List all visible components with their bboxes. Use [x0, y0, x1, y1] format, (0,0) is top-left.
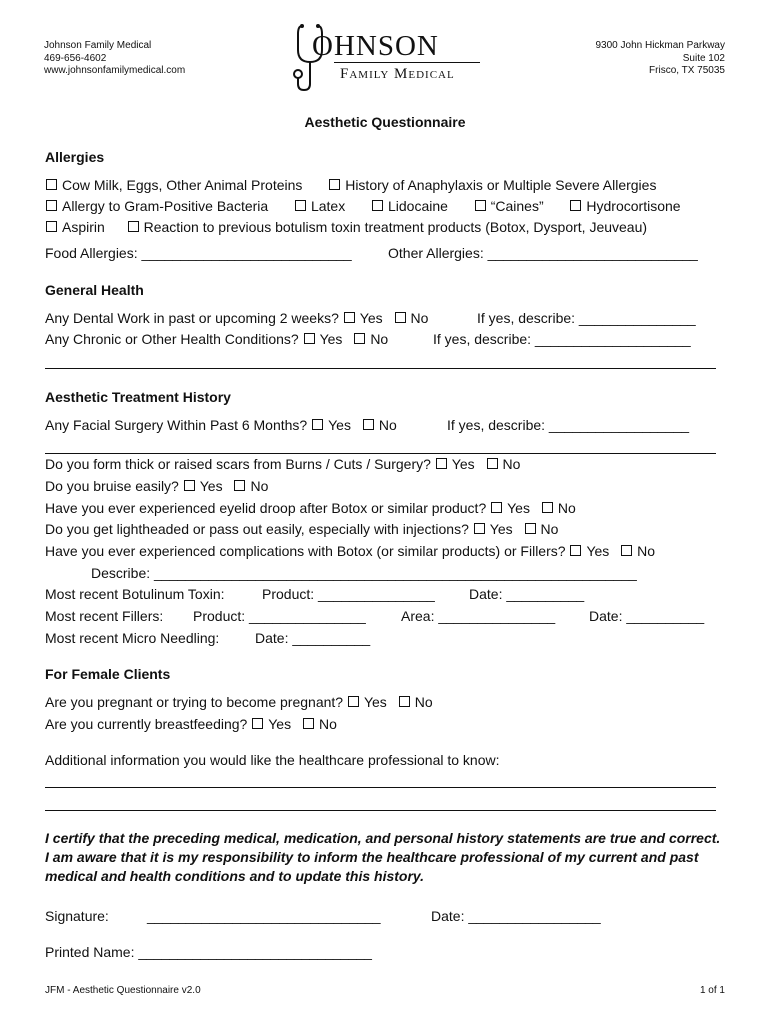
- clinic-phone: 469-656-4602: [44, 52, 107, 64]
- clinic-contact: [44, 40, 185, 78]
- checkbox-chronic-yes[interactable]: [304, 333, 315, 344]
- complications-question: [45, 543, 655, 559]
- fillers-product-field[interactable]: Product: _______________: [193, 608, 366, 624]
- dental-work-label: Any Dental Work in past or upcoming 2 weeks?: [45, 310, 339, 326]
- eyelid-label: Have you ever experienced eyelid droop after Botox or similar product?: [45, 500, 487, 516]
- label-latex: Latex: [310, 198, 346, 214]
- food-allergies-field[interactable]: Food Allergies: ___________________________: [45, 245, 352, 261]
- logo-wordmark: OHNSON: [312, 30, 439, 62]
- complications-no-label: No: [637, 543, 656, 559]
- lightheaded-question: [45, 521, 558, 537]
- allergies-row-2: [45, 198, 681, 214]
- checkbox-latex[interactable]: [295, 200, 306, 211]
- address-line3: Frisco, TX 75035: [649, 65, 725, 76]
- logo-subtitle: Family Medical: [340, 66, 455, 82]
- chronic-question: [45, 331, 388, 347]
- surgery-no-label: No: [378, 417, 397, 433]
- bruise-no-label: No: [250, 478, 269, 494]
- checkbox-scars-no[interactable]: [487, 458, 498, 469]
- label-caines: “Caines”: [490, 198, 544, 214]
- pregnant-question: [45, 694, 433, 710]
- other-allergies-field[interactable]: Other Allergies: ___________________________: [388, 245, 698, 261]
- dental-work-question: [45, 310, 428, 326]
- chronic-no-label: No: [370, 331, 389, 347]
- breastfeeding-label: Are you currently breastfeeding?: [45, 716, 248, 732]
- checkbox-bruise-no[interactable]: [234, 480, 245, 491]
- checkbox-lightheaded-no[interactable]: [525, 523, 536, 534]
- footer-form-id: JFM - Aesthetic Questionnaire v2.0: [45, 985, 201, 996]
- certification-statement: I certify that the preceding medical, medication, and personal history statements are true and correct. I am aware that it is my responsibility to inform the healthcare professional of my current and past medical and health conditions and to update this history.: [45, 830, 721, 884]
- micro-needling-label: Most recent Micro Needling:: [45, 630, 220, 646]
- checkbox-eyelid-no[interactable]: [542, 502, 553, 513]
- allergies-heading: Allergies: [45, 149, 105, 165]
- signature-field[interactable]: ______________________________: [147, 908, 381, 924]
- checkbox-breastfeeding-no[interactable]: [303, 718, 314, 729]
- surgery-extra-line[interactable]: [45, 453, 716, 454]
- checkbox-surgery-yes[interactable]: [312, 419, 323, 430]
- surgery-describe-field[interactable]: If yes, describe: __________________: [447, 417, 690, 433]
- checkbox-botulism-reaction[interactable]: [128, 221, 139, 232]
- eyelid-question: [45, 500, 576, 516]
- additional-line-2[interactable]: [45, 810, 716, 811]
- signature-label: Signature:: [45, 908, 109, 924]
- checkbox-bruise-yes[interactable]: [184, 480, 195, 491]
- label-gram-positive: Allergy to Gram-Positive Bacteria: [62, 198, 269, 214]
- checkbox-breastfeeding-yes[interactable]: [252, 718, 263, 729]
- fillers-label: Most recent Fillers:: [45, 608, 164, 624]
- chronic-yes-label: Yes: [319, 331, 343, 347]
- checkbox-chronic-no[interactable]: [354, 333, 365, 344]
- checkbox-cow-milk[interactable]: [46, 179, 57, 190]
- checkbox-anaphylaxis[interactable]: [329, 179, 340, 190]
- facial-surgery-label: Any Facial Surgery Within Past 6 Months?: [45, 417, 308, 433]
- label-hydrocortisone: Hydrocortisone: [586, 198, 681, 214]
- pregnant-no-label: No: [414, 694, 433, 710]
- allergies-row-3: [45, 219, 647, 235]
- checkbox-caines[interactable]: [475, 200, 486, 211]
- checkbox-pregnant-yes[interactable]: [348, 696, 359, 707]
- checkbox-lidocaine[interactable]: [372, 200, 383, 211]
- checkbox-complications-no[interactable]: [621, 545, 632, 556]
- scars-no-label: No: [502, 456, 521, 472]
- lightheaded-no-label: No: [540, 521, 559, 537]
- checkbox-dental-no[interactable]: [395, 312, 406, 323]
- chronic-describe-field[interactable]: If yes, describe: ____________________: [433, 331, 691, 347]
- label-cow-milk: Cow Milk, Eggs, Other Animal Proteins: [62, 177, 303, 193]
- chronic-label: Any Chronic or Other Health Conditions?: [45, 331, 299, 347]
- allergies-row-1: [45, 177, 656, 193]
- checkbox-complications-yes[interactable]: [570, 545, 581, 556]
- page-title: Aesthetic Questionnaire: [304, 114, 466, 130]
- checkbox-surgery-no[interactable]: [363, 419, 374, 430]
- botulinum-product-field[interactable]: Product: _______________: [262, 586, 435, 602]
- signature-date-field[interactable]: Date: _________________: [431, 908, 601, 924]
- footer-page-number: 1 of 1: [699, 985, 725, 996]
- dental-describe-field[interactable]: If yes, describe: _______________: [477, 310, 696, 326]
- complications-label: Have you ever experienced complications with Botox (or similar products) or Fillers?: [45, 543, 566, 559]
- address-line1: 9300 John Hickman Parkway: [595, 40, 725, 51]
- general-health-heading: General Health: [45, 282, 144, 298]
- checkbox-hydrocortisone[interactable]: [570, 200, 581, 211]
- fillers-area-field[interactable]: Area: _______________: [401, 608, 556, 624]
- lightheaded-label: Do you get lightheaded or pass out easily, especially with injections?: [45, 521, 469, 537]
- johnson-logo: [288, 22, 488, 94]
- bruise-label: Do you bruise easily?: [45, 478, 179, 494]
- aesthetic-heading: Aesthetic Treatment History: [45, 389, 231, 405]
- pregnant-label: Are you pregnant or trying to become pregnant?: [45, 694, 344, 710]
- label-aspirin: Aspirin: [62, 219, 105, 235]
- breastfeeding-yes-label: Yes: [268, 716, 292, 732]
- scars-label: Do you form thick or raised scars from Burns / Cuts / Surgery?: [45, 456, 431, 472]
- label-botulism-reaction: Reaction to previous botulism toxin treatment products (Botox, Dysport, Jeuveau): [143, 219, 648, 235]
- lightheaded-yes-label: Yes: [489, 521, 513, 537]
- fillers-date-field[interactable]: Date: __________: [589, 608, 705, 624]
- dental-no-label: No: [410, 310, 429, 326]
- checkbox-scars-yes[interactable]: [436, 458, 447, 469]
- pregnant-yes-label: Yes: [363, 694, 387, 710]
- surgery-yes-label: Yes: [328, 417, 351, 433]
- botulinum-date-field[interactable]: Date: __________: [469, 586, 585, 602]
- checkbox-eyelid-yes[interactable]: [491, 502, 502, 513]
- clinic-address: [595, 40, 725, 78]
- eyelid-no-label: No: [557, 500, 576, 516]
- label-anaphylaxis: History of Anaphylaxis or Multiple Severe Allergies: [345, 177, 657, 193]
- logo-divider: [334, 62, 480, 63]
- bruise-question: [45, 478, 268, 494]
- scars-yes-label: Yes: [451, 456, 475, 472]
- checkbox-aspirin[interactable]: [46, 221, 57, 232]
- breastfeeding-question: [45, 716, 337, 732]
- clinic-website: www.johnsonfamilymedical.com: [44, 65, 186, 76]
- address-line2: Suite 102: [682, 52, 725, 64]
- label-lidocaine: Lidocaine: [388, 198, 448, 214]
- checkbox-lightheaded-yes[interactable]: [474, 523, 485, 534]
- complications-yes-label: Yes: [586, 543, 610, 559]
- breastfeeding-no-label: No: [318, 716, 337, 732]
- additional-info-label: Additional information you would like the healthcare professional to know:: [45, 752, 500, 768]
- bruise-yes-label: Yes: [199, 478, 223, 494]
- facial-surgery-question: [45, 417, 397, 433]
- checkbox-dental-yes[interactable]: [344, 312, 355, 323]
- additional-line-1[interactable]: [45, 787, 716, 788]
- printed-name-field[interactable]: Printed Name: ______________________________: [45, 944, 372, 960]
- describe-field[interactable]: Describe: ______________________________________________________________: [91, 565, 637, 581]
- female-heading: For Female Clients: [45, 666, 171, 682]
- scars-question: [45, 456, 520, 472]
- botulinum-label: Most recent Botulinum Toxin:: [45, 586, 225, 602]
- dental-yes-label: Yes: [359, 310, 383, 326]
- chronic-extra-line[interactable]: [45, 368, 716, 369]
- eyelid-yes-label: Yes: [507, 500, 530, 516]
- checkbox-pregnant-no[interactable]: [399, 696, 410, 707]
- micro-needling-date-field[interactable]: Date: __________: [255, 630, 371, 646]
- clinic-name: Johnson Family Medical: [44, 40, 152, 51]
- checkbox-gram-positive[interactable]: [46, 200, 57, 211]
